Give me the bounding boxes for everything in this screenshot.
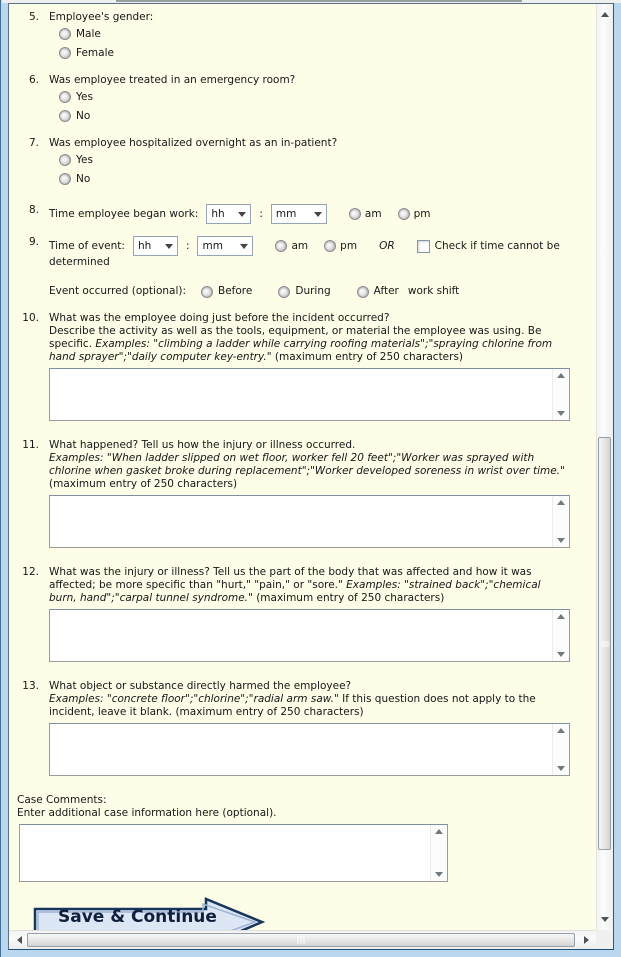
question-9 <box>9 236 596 298</box>
event-after-radio[interactable] <box>357 286 369 298</box>
q11-textarea[interactable] <box>49 495 570 548</box>
description-note: If this question does not apply to the incident, leave it blank. (maximum entry of 250 characters) <box>49 693 536 718</box>
question-text: Time of event: <box>49 239 125 252</box>
scroll-down-icon <box>601 917 609 922</box>
question-5 <box>9 11 596 62</box>
question-text: Was employee hospitalized overnight as an in-patient? <box>49 137 338 149</box>
scroll-up-icon[interactable] <box>557 500 565 505</box>
hospitalized-yes-label: Yes <box>76 153 93 166</box>
time-undetermined-checkbox[interactable] <box>417 240 430 253</box>
male-radio[interactable] <box>59 28 71 40</box>
scrollbar-grip <box>601 640 609 647</box>
hour-value: hh <box>211 207 225 220</box>
horizontal-scrollbar-thumb[interactable] <box>27 933 575 947</box>
question-title: What object or substance directly harmed the employee? <box>49 680 352 692</box>
event-am-radio[interactable] <box>275 240 287 252</box>
event-minute-select[interactable] <box>197 236 253 256</box>
description-maxchars: (maximum entry of 250 characters) <box>49 478 238 490</box>
time-undetermined-label-line1: Check if time cannot be <box>434 239 560 252</box>
chevron-down-icon <box>314 212 322 217</box>
description-examples: Examples: "concrete floor";"chlorine";"radial arm saw." <box>49 693 343 705</box>
scroll-up-icon[interactable] <box>435 829 443 834</box>
event-during-radio[interactable] <box>278 286 290 298</box>
description-examples: Examples: "climbing a ladder while carrying roofing materials";"spraying chlorine from hand sprayer";"daily computer key-entry." <box>49 338 553 363</box>
question-number: 6. <box>28 74 39 86</box>
pm-label: pm <box>340 239 358 252</box>
scroll-left-button[interactable] <box>11 931 27 949</box>
question-text: Was employee treated in an emergency room? <box>49 74 296 86</box>
time-undetermined-label-line2: determined <box>49 256 110 268</box>
question-number: 9. <box>28 236 39 248</box>
am-label: am <box>291 239 309 252</box>
question-12 <box>9 566 596 662</box>
scroll-down-icon[interactable] <box>435 872 443 877</box>
er-yes-label: Yes <box>76 90 93 103</box>
chevron-down-icon <box>240 244 248 249</box>
option-hospitalized-yes[interactable] <box>59 151 570 169</box>
am-label: am <box>364 207 382 220</box>
female-label: Female <box>76 46 114 59</box>
event-occurred-label: Event occurred (optional): <box>49 285 187 297</box>
description-maxchars: (maximum entry of 250 characters) <box>274 351 464 363</box>
scroll-down-button[interactable] <box>597 911 613 928</box>
scroll-down-icon[interactable] <box>557 766 565 771</box>
question-11 <box>9 439 596 548</box>
pm-label: pm <box>413 207 431 220</box>
question-number: 10. <box>22 312 39 324</box>
hospitalized-yes-radio[interactable] <box>59 154 71 166</box>
question-8 <box>9 204 596 224</box>
question-number: 7. <box>28 137 39 149</box>
scroll-up-button[interactable] <box>597 6 613 23</box>
question-text: Time employee began work: <box>49 207 199 220</box>
save-continue-label: Save & Continue <box>58 907 217 927</box>
question-number: 12. <box>22 566 39 578</box>
question-number: 5. <box>28 11 39 23</box>
hospitalized-no-radio[interactable] <box>59 173 71 185</box>
description-examples: Examples: "When ladder slipped on wet floor, worker fell 20 feet";"Worker was sprayed with chlorine when gasket broke during replacement";"Worker developed soreness in wrist over time." <box>49 452 565 477</box>
scroll-right-button[interactable] <box>578 931 594 949</box>
er-yes-radio[interactable] <box>59 91 71 103</box>
male-label: Male <box>76 27 101 40</box>
case-comments-section <box>9 794 596 882</box>
began-work-hour-select[interactable] <box>206 204 251 224</box>
textarea-scrollbar[interactable] <box>552 496 569 547</box>
option-er-no[interactable] <box>59 107 570 125</box>
form-content <box>9 4 596 930</box>
minute-value: mm <box>275 207 297 220</box>
began-work-minute-select[interactable] <box>271 204 327 224</box>
work-shift-label: work shift <box>407 285 460 297</box>
during-label: During <box>295 285 331 297</box>
form-frame <box>8 3 614 950</box>
question-description <box>49 566 570 605</box>
case-comments-label: Case Comments: <box>17 794 107 806</box>
option-female[interactable] <box>59 44 570 62</box>
scroll-up-icon <box>601 12 609 17</box>
option-male[interactable] <box>59 25 570 43</box>
question-number: 13. <box>22 680 39 692</box>
scroll-right-icon <box>584 936 589 944</box>
scroll-left-icon <box>17 936 22 944</box>
minute-value: mm <box>202 239 223 252</box>
q12-textarea[interactable] <box>49 609 570 662</box>
save-continue-button[interactable] <box>33 896 265 930</box>
description-regular: What was the injury or illness? Tell us the part of the body that was affected and how it was affected; be more specific than "hurt," "pain," or "sore." <box>49 566 532 591</box>
question-number: 11. <box>22 439 39 451</box>
q13-textarea[interactable] <box>49 723 570 776</box>
question-13 <box>9 680 596 776</box>
textarea-scrollbar[interactable] <box>552 610 569 661</box>
question-7 <box>9 137 596 188</box>
chevron-down-icon <box>238 212 246 217</box>
q10-textarea[interactable] <box>49 368 570 421</box>
question-description <box>49 325 570 364</box>
began-work-am-radio[interactable] <box>349 208 361 220</box>
scroll-down-icon[interactable] <box>557 652 565 657</box>
after-label: After <box>373 285 399 297</box>
event-hour-select[interactable] <box>133 236 178 256</box>
description-maxchars: (maximum entry of 250 characters) <box>256 592 445 604</box>
question-title: What was the employee doing just before the incident occurred? <box>49 312 390 324</box>
event-pm-radio[interactable] <box>324 240 336 252</box>
description-regular: Describe the activity as well as the tools, equipment, or material the employee was using. Be specific. <box>49 325 542 350</box>
hour-value: hh <box>137 239 152 252</box>
question-description <box>49 693 570 719</box>
or-text: OR <box>379 239 395 252</box>
scrollbar-grip <box>297 936 306 944</box>
case-comments-sublabel: Enter additional case information here (optional). <box>17 807 277 819</box>
top-edge-artifact <box>116 0 522 2</box>
time-colon: : <box>185 239 190 252</box>
description-examples: Examples: "strained back";"chemical burn, hand";"carpal tunnel syndrome." <box>49 579 541 604</box>
option-hospitalized-no[interactable] <box>59 170 570 188</box>
before-label: Before <box>218 285 253 297</box>
hospitalized-no-label: No <box>76 172 91 185</box>
er-no-label: No <box>76 109 91 122</box>
option-er-yes[interactable] <box>59 88 570 106</box>
scroll-up-icon[interactable] <box>557 614 565 619</box>
scroll-up-icon[interactable] <box>557 373 565 378</box>
textarea-scrollbar[interactable] <box>552 369 569 420</box>
scroll-down-icon[interactable] <box>557 538 565 543</box>
textarea-scrollbar[interactable] <box>430 825 447 881</box>
question-title: What happened? Tell us how the injury or illness occurred. <box>49 439 356 451</box>
question-description <box>49 452 570 491</box>
scroll-up-icon[interactable] <box>557 728 565 733</box>
chevron-down-icon <box>165 244 173 249</box>
question-number: 8. <box>28 204 39 216</box>
scrollbar-corner <box>596 930 613 949</box>
question-6 <box>9 74 596 125</box>
vertical-scrollbar[interactable] <box>596 4 613 930</box>
event-before-radio[interactable] <box>201 286 213 298</box>
question-10 <box>9 312 596 421</box>
vertical-scrollbar-thumb[interactable] <box>598 437 611 850</box>
female-radio[interactable] <box>59 47 71 59</box>
time-colon: : <box>259 207 263 220</box>
began-work-pm-radio[interactable] <box>398 208 410 220</box>
question-text: Employee's gender: <box>49 11 154 23</box>
scroll-down-icon[interactable] <box>557 411 565 416</box>
case-comments-textarea[interactable] <box>19 824 448 882</box>
er-no-radio[interactable] <box>59 110 71 122</box>
textarea-scrollbar[interactable] <box>552 724 569 775</box>
horizontal-scrollbar[interactable] <box>9 930 596 949</box>
